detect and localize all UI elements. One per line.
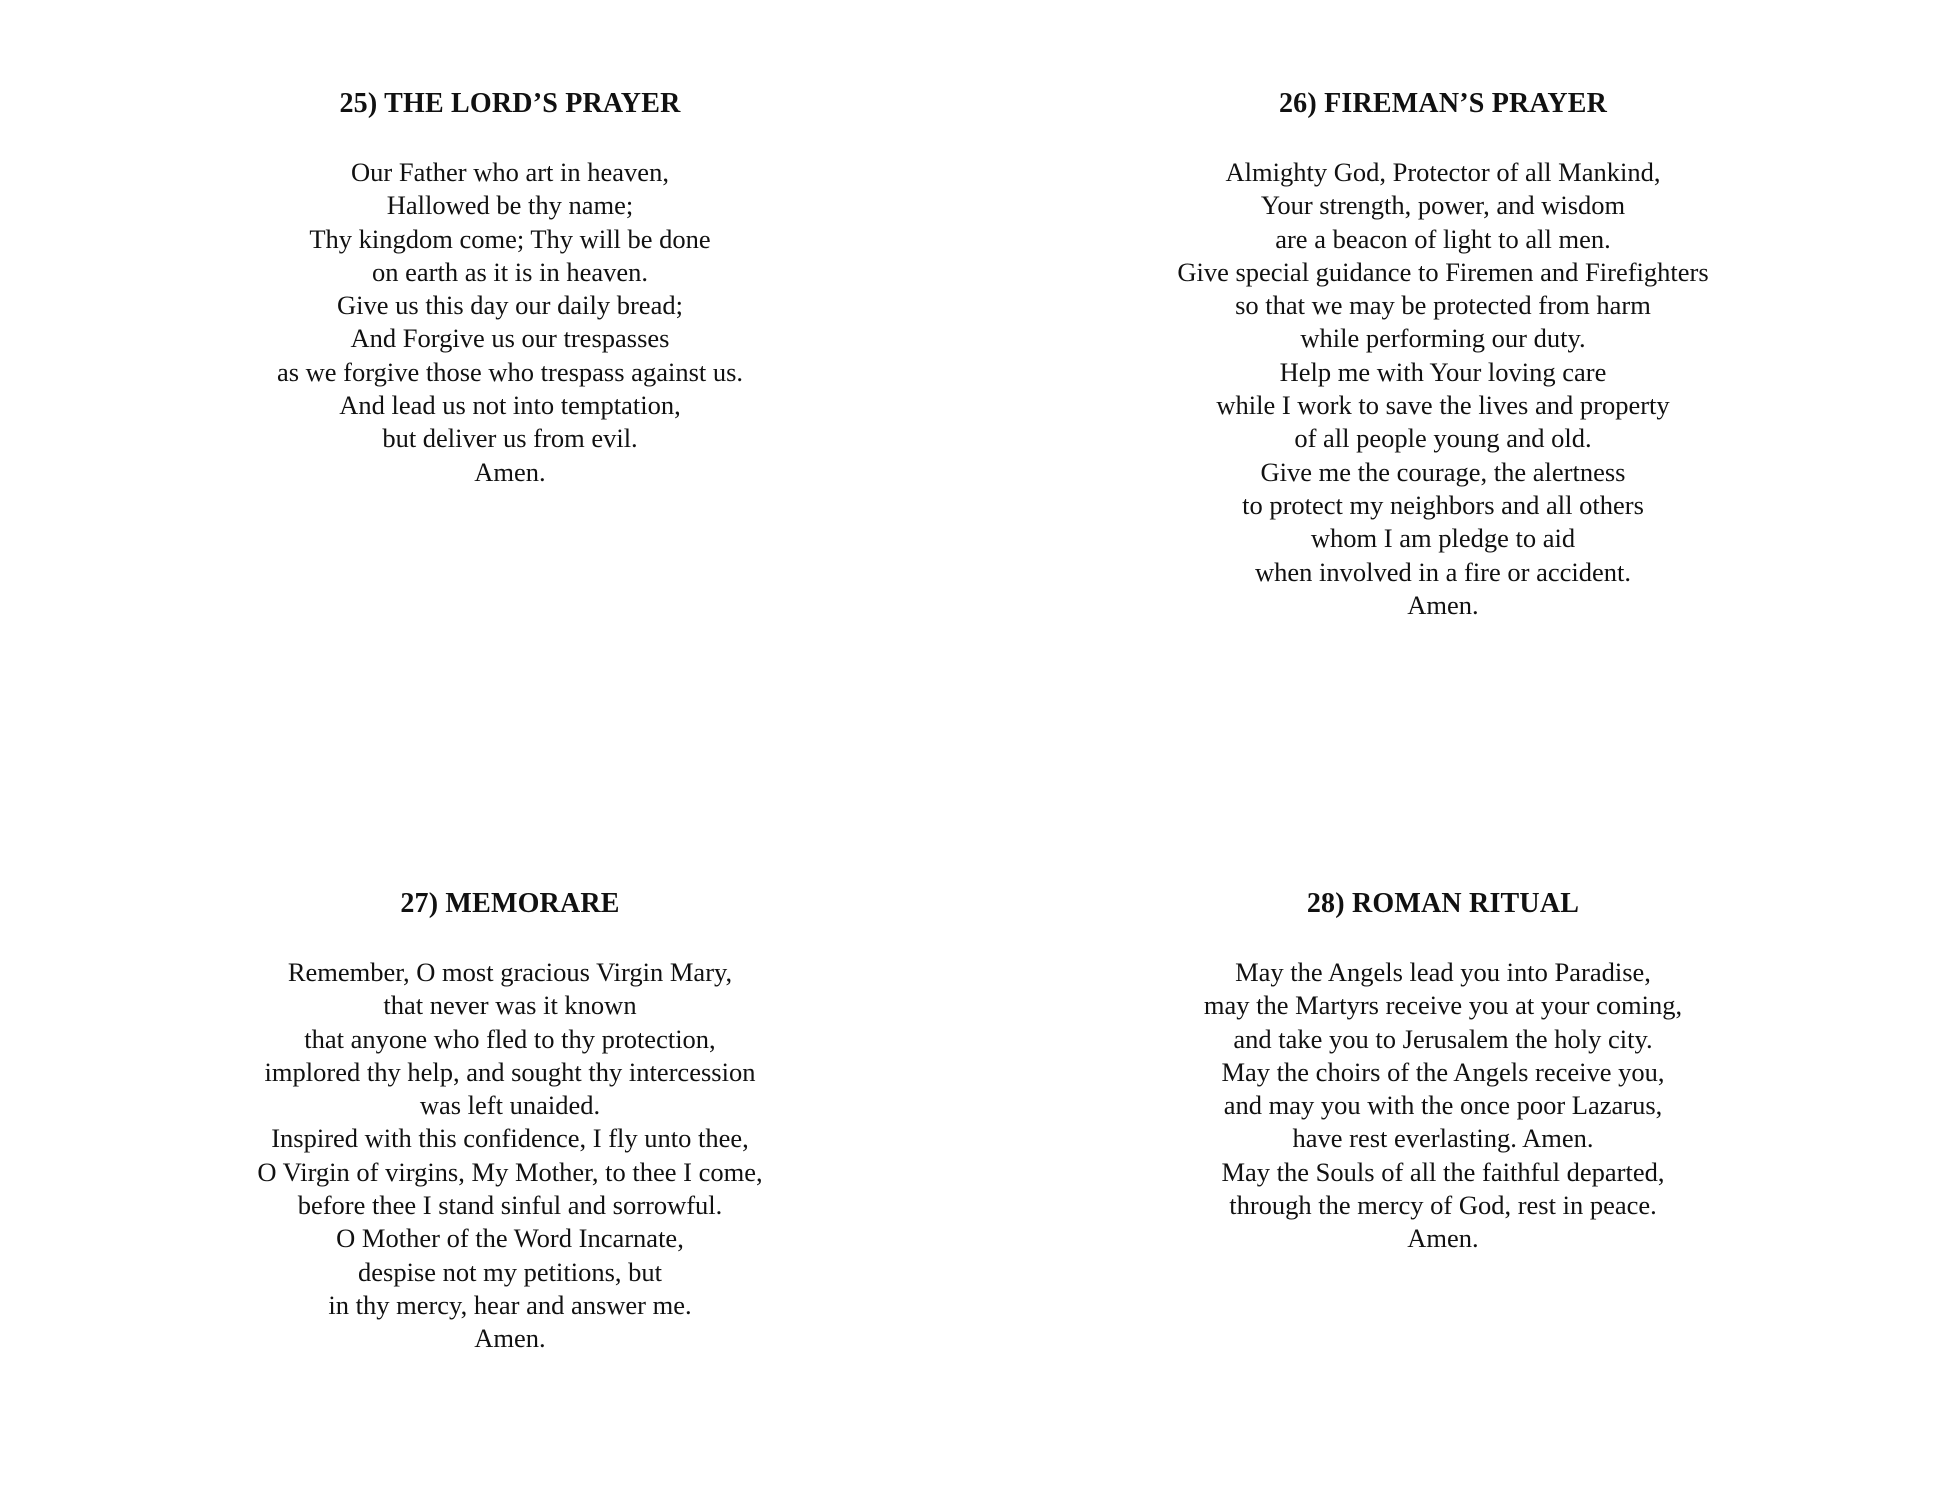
prayer-line: so that we may be protected from harm: [1235, 290, 1651, 321]
prayer-line: Hallowed be thy name;: [386, 190, 634, 221]
prayer-line: Almighty God, Protector of all Mankind,: [1225, 157, 1661, 187]
prayer-text: [1093, 156, 1793, 622]
prayer-line: was left unaided.: [419, 1090, 601, 1121]
prayer-line: while I work to save the lives and property: [1216, 390, 1670, 421]
prayer-line: to protect my neighbors and all others: [1242, 489, 1644, 520]
prayer-line: that anyone who fled to thy protection,: [304, 1023, 716, 1054]
prayer-line: as we forgive those who trespass against us.: [276, 356, 744, 387]
prayer-line: Inspired with this confidence, I fly unto thee,: [271, 1123, 749, 1154]
prayer-line: before thee I stand sinful and sorrowful.: [297, 1190, 723, 1221]
prayer-title: 26) FIREMAN’S PRAYER: [1278, 88, 1608, 119]
prayer-line: Amen.: [1407, 589, 1479, 620]
prayer-line: Amen.: [1407, 1223, 1479, 1254]
prayer-line: have rest everlasting. Amen.: [1292, 1123, 1594, 1154]
prayer-line: on earth as it is in heaven.: [372, 256, 648, 287]
prayer-line: and take you to Jerusalem the holy city.: [1233, 1023, 1653, 1054]
prayer-lords-prayer: [160, 86, 860, 489]
prayer-line: implored thy help, and sought thy intercession: [264, 1056, 756, 1087]
prayer-line: whom I am pledge to aid: [1310, 523, 1576, 554]
prayer-line: Our Father who art in heaven,: [351, 157, 669, 187]
prayer-line: Thy kingdom come; Thy will be done: [309, 223, 711, 254]
prayer-roman-ritual: [1093, 886, 1793, 1256]
prayer-line: May the Angels lead you into Paradise,: [1235, 957, 1651, 987]
prayer-line: Give special guidance to Firemen and Firefighters: [1177, 256, 1709, 287]
prayer-text: [160, 156, 860, 489]
prayer-line: Amen.: [474, 456, 546, 487]
prayer-title: 25) THE LORD’S PRAYER: [339, 88, 681, 119]
prayer-line: when involved in a fire or accident.: [1254, 556, 1631, 587]
prayer-line: but deliver us from evil.: [382, 423, 638, 454]
prayer-line: Your strength, power, and wisdom: [1260, 190, 1626, 221]
prayer-line: Help me with Your loving care: [1279, 356, 1607, 387]
prayer-firemans-prayer: [1093, 86, 1793, 622]
prayer-line: Give me the courage, the alertness: [1260, 456, 1626, 487]
prayer-line: May the Souls of all the faithful departed,: [1221, 1156, 1665, 1187]
prayer-line: are a beacon of light to all men.: [1275, 223, 1611, 254]
prayer-title: 27) MEMORARE: [400, 888, 620, 919]
prayer-line: May the choirs of the Angels receive you,: [1221, 1056, 1665, 1087]
prayer-line: Give us this day our daily bread;: [337, 290, 683, 321]
prayer-line: And lead us not into temptation,: [339, 390, 681, 421]
prayer-line: may the Martyrs receive you at your coming,: [1203, 990, 1683, 1021]
prayer-text: [1093, 956, 1793, 1256]
prayer-line: despise not my petitions, but: [358, 1256, 662, 1287]
prayer-line: through the mercy of God, rest in peace.: [1229, 1190, 1657, 1221]
prayer-line: and may you with the once poor Lazarus,: [1223, 1090, 1663, 1121]
prayer-line: of all people young and old.: [1294, 423, 1592, 454]
prayer-line: Remember, O most gracious Virgin Mary,: [287, 957, 733, 987]
prayer-text: [160, 956, 860, 1356]
prayer-line: in thy mercy, hear and answer me.: [328, 1289, 692, 1320]
prayer-line: O Mother of the Word Incarnate,: [336, 1223, 684, 1254]
prayer-line: And Forgive us our trespasses: [350, 323, 670, 354]
prayer-line: Amen.: [474, 1323, 546, 1354]
prayer-memorare: [160, 886, 860, 1356]
prayer-line: that never was it known: [383, 990, 637, 1021]
prayer-line: O Virgin of virgins, My Mother, to thee I come,: [257, 1156, 763, 1187]
prayer-line: while performing our duty.: [1300, 323, 1586, 354]
prayer-title: 28) ROMAN RITUAL: [1306, 888, 1580, 919]
